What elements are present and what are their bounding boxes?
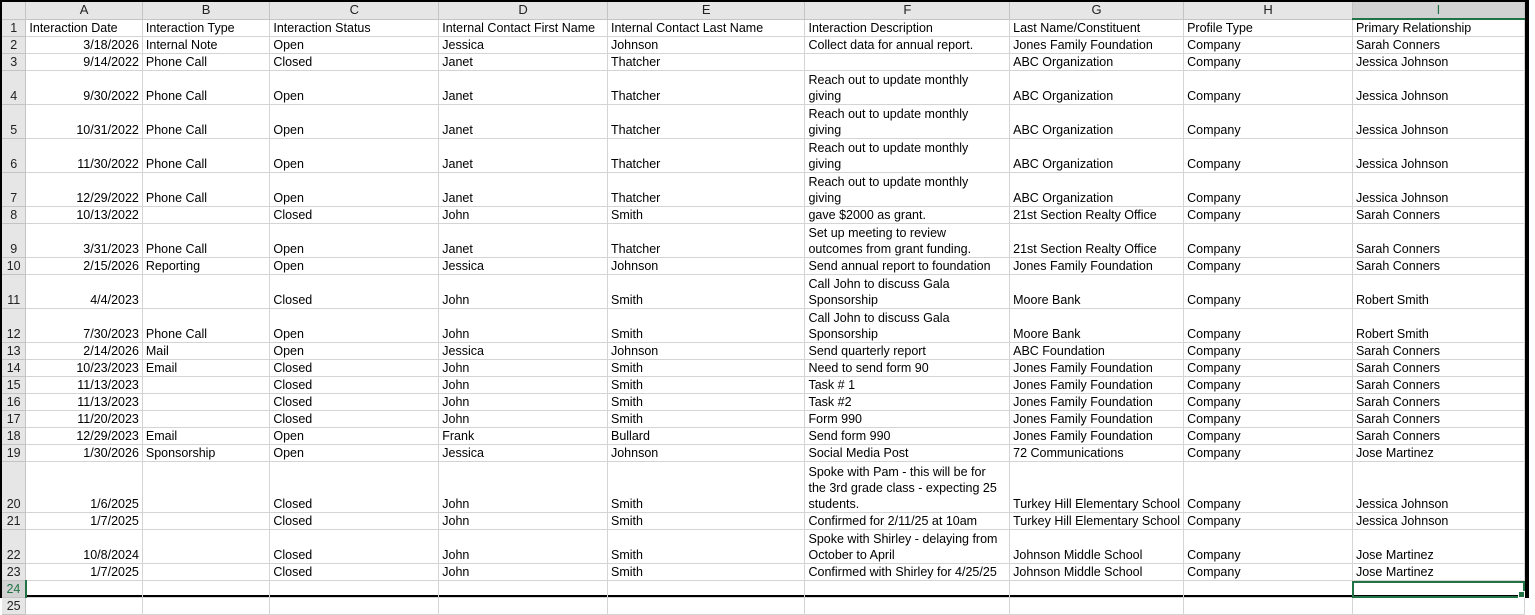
table-cell[interactable]: gave $2000 as grant. — [805, 207, 1010, 224]
table-cell[interactable]: Closed — [270, 462, 439, 513]
table-cell[interactable] — [439, 598, 608, 615]
table-cell[interactable]: Janet — [439, 105, 608, 139]
table-cell[interactable]: Company — [1184, 513, 1353, 530]
table-cell[interactable]: 7/30/2023 — [26, 309, 143, 343]
table-cell[interactable]: Janet — [439, 71, 608, 105]
table-cell[interactable]: Jones Family Foundation — [1010, 360, 1184, 377]
table-cell[interactable]: ABC Organization — [1010, 105, 1184, 139]
table-cell[interactable]: Jessica Johnson — [1352, 513, 1524, 530]
table-cell[interactable]: Janet — [439, 54, 608, 71]
header-cell[interactable]: Interaction Type — [142, 19, 269, 37]
table-row — [2, 360, 1525, 377]
table-cell[interactable]: 11/13/2023 — [26, 394, 143, 411]
table-cell[interactable]: Phone Call — [142, 224, 269, 258]
table-cell[interactable]: Jones Family Foundation — [1010, 411, 1184, 428]
row-header[interactable]: 14 — [2, 360, 26, 377]
table-cell[interactable] — [142, 581, 269, 598]
table-cell[interactable]: Jessica Johnson — [1352, 105, 1524, 139]
table-cell[interactable]: 3/18/2026 — [26, 37, 143, 54]
table-row — [2, 445, 1525, 462]
table-cell[interactable]: John — [439, 309, 608, 343]
table-cell[interactable]: Sarah Conners — [1352, 343, 1524, 360]
table-cell[interactable]: ABC Organization — [1010, 139, 1184, 173]
table-cell[interactable]: Robert Smith — [1352, 309, 1524, 343]
table-cell[interactable]: Reach out to update monthly giving — [805, 139, 1010, 173]
table-cell[interactable]: Email — [142, 360, 269, 377]
table-cell[interactable] — [805, 598, 1010, 615]
table-cell[interactable]: John — [439, 394, 608, 411]
row-header[interactable]: 5 — [2, 105, 26, 139]
table-cell[interactable]: Bullard — [607, 428, 805, 445]
table-cell[interactable]: Company — [1184, 530, 1353, 564]
table-cell[interactable]: John — [439, 462, 608, 513]
table-cell[interactable] — [142, 462, 269, 513]
table-cell[interactable]: Turkey Hill Elementary School — [1010, 513, 1184, 530]
row-header[interactable]: 4 — [2, 71, 26, 105]
table-cell[interactable]: Company — [1184, 173, 1353, 207]
table-cell[interactable]: Company — [1184, 275, 1353, 309]
table-cell[interactable]: Johnson Middle School — [1010, 564, 1184, 581]
row-header[interactable]: 17 — [2, 411, 26, 428]
table-row — [2, 462, 1525, 513]
table-cell[interactable]: Company — [1184, 309, 1353, 343]
table-cell[interactable]: Phone Call — [142, 139, 269, 173]
table-row — [2, 224, 1525, 258]
table-cell[interactable]: Mail — [142, 343, 269, 360]
header-cell[interactable]: Last Name/Constituent — [1010, 19, 1184, 37]
table-cell[interactable]: Send form 990 — [805, 428, 1010, 445]
header-cell[interactable]: Interaction Date — [26, 19, 143, 37]
table-cell[interactable]: Johnson Middle School — [1010, 530, 1184, 564]
table-row — [2, 564, 1525, 581]
table-cell[interactable]: Company — [1184, 462, 1353, 513]
table-cell[interactable]: Open — [270, 258, 439, 275]
table-cell[interactable]: Sarah Conners — [1352, 37, 1524, 54]
table-row — [2, 105, 1525, 139]
header-cell[interactable]: Interaction Status — [270, 19, 439, 37]
table-cell[interactable] — [1010, 598, 1184, 615]
table-cell[interactable]: Company — [1184, 139, 1353, 173]
table-cell[interactable]: Jose Martinez — [1352, 530, 1524, 564]
header-cell[interactable]: Profile Type — [1184, 19, 1353, 37]
table-cell[interactable]: Jones Family Foundation — [1010, 394, 1184, 411]
table-row — [2, 513, 1525, 530]
table-cell[interactable]: Closed — [270, 377, 439, 394]
table-cell[interactable]: Open — [270, 343, 439, 360]
table-cell[interactable]: 21st Section Realty Office — [1010, 224, 1184, 258]
table-cell[interactable]: Smith — [607, 360, 805, 377]
table-cell[interactable]: Company — [1184, 71, 1353, 105]
table-cell[interactable]: Sarah Conners — [1352, 377, 1524, 394]
column-header-c[interactable]: C — [270, 2, 439, 19]
column-header-b[interactable]: B — [142, 2, 269, 19]
table-cell[interactable]: Company — [1184, 360, 1353, 377]
table-cell[interactable]: Smith — [607, 411, 805, 428]
table-cell[interactable]: 11/30/2022 — [26, 139, 143, 173]
table-cell[interactable] — [607, 581, 805, 598]
row-header[interactable]: 9 — [2, 224, 26, 258]
table-cell[interactable]: Spoke with Pam - this will be for the 3rd grade class - expecting 25 students. — [805, 462, 1010, 513]
table-cell[interactable] — [142, 530, 269, 564]
table-cell[interactable]: Call John to discuss Gala Sponsorship — [805, 275, 1010, 309]
table-cell[interactable]: Jones Family Foundation — [1010, 377, 1184, 394]
table-cell[interactable]: 1/7/2025 — [26, 513, 143, 530]
table-row — [2, 207, 1525, 224]
table-cell[interactable] — [270, 581, 439, 598]
column-header-a[interactable]: A — [26, 2, 143, 19]
table-row — [2, 343, 1525, 360]
header-cell[interactable]: Primary Relationship — [1352, 19, 1524, 37]
row-header[interactable]: 24 — [2, 581, 26, 598]
table-cell[interactable]: Jessica — [439, 258, 608, 275]
row-header[interactable]: 15 — [2, 377, 26, 394]
table-cell[interactable]: Company — [1184, 377, 1353, 394]
table-cell[interactable]: Sarah Conners — [1352, 394, 1524, 411]
table-cell[interactable]: Jones Family Foundation — [1010, 428, 1184, 445]
table-cell[interactable]: ABC Foundation — [1010, 343, 1184, 360]
table-cell[interactable]: Company — [1184, 105, 1353, 139]
table-cell[interactable]: 10/31/2022 — [26, 105, 143, 139]
table-cell[interactable]: Company — [1184, 428, 1353, 445]
table-cell[interactable]: Thatcher — [607, 173, 805, 207]
table-cell[interactable]: 9/30/2022 — [26, 71, 143, 105]
table-cell[interactable]: Company — [1184, 394, 1353, 411]
table-cell[interactable]: 1/7/2025 — [26, 564, 143, 581]
table-cell[interactable]: Reporting — [142, 258, 269, 275]
table-cell[interactable]: John — [439, 513, 608, 530]
table-cell[interactable] — [142, 275, 269, 309]
table-cell[interactable]: Jessica Johnson — [1352, 71, 1524, 105]
table-cell[interactable] — [1184, 581, 1353, 598]
table-cell[interactable]: Smith — [607, 309, 805, 343]
table-cell[interactable]: Sarah Conners — [1352, 207, 1524, 224]
table-cell[interactable]: Form 990 — [805, 411, 1010, 428]
table-cell[interactable] — [142, 598, 269, 615]
table-cell[interactable]: Company — [1184, 258, 1353, 275]
table-cell[interactable]: Smith — [607, 462, 805, 513]
header-cell[interactable]: Internal Contact Last Name — [607, 19, 805, 37]
table-cell[interactable]: Open — [270, 71, 439, 105]
table-cell[interactable] — [142, 207, 269, 224]
table-cell[interactable] — [26, 598, 143, 615]
table-cell[interactable]: Confirmed for 2/11/25 at 10am — [805, 513, 1010, 530]
table-cell[interactable] — [805, 581, 1010, 598]
table-cell[interactable] — [805, 54, 1010, 71]
table-cell[interactable]: Jessica — [439, 343, 608, 360]
table-cell[interactable]: 10/13/2022 — [26, 207, 143, 224]
row-header[interactable]: 2 — [2, 37, 26, 54]
table-cell[interactable]: 11/20/2023 — [26, 411, 143, 428]
table-cell[interactable]: Smith — [607, 530, 805, 564]
table-cell[interactable] — [142, 564, 269, 581]
table-cell[interactable]: 10/23/2023 — [26, 360, 143, 377]
table-row — [2, 581, 1525, 598]
table-cell[interactable]: Spoke with Shirley - delaying from October to April — [805, 530, 1010, 564]
table-cell[interactable]: Closed — [270, 530, 439, 564]
table-cell[interactable]: Smith — [607, 207, 805, 224]
table-cell[interactable]: Jose Martinez — [1352, 445, 1524, 462]
table-cell[interactable]: Thatcher — [607, 71, 805, 105]
table-cell[interactable]: Phone Call — [142, 173, 269, 207]
table-row — [2, 275, 1525, 309]
table-cell[interactable]: 21st Section Realty Office — [1010, 207, 1184, 224]
table-cell[interactable]: Company — [1184, 207, 1353, 224]
table-cell[interactable]: Johnson — [607, 343, 805, 360]
table-cell[interactable] — [1352, 581, 1524, 598]
table-cell[interactable] — [142, 411, 269, 428]
row-header[interactable]: 13 — [2, 343, 26, 360]
table-cell[interactable]: Send annual report to foundation — [805, 258, 1010, 275]
table-cell[interactable] — [270, 598, 439, 615]
table-cell[interactable]: 3/31/2023 — [26, 224, 143, 258]
table-cell[interactable]: John — [439, 360, 608, 377]
table-cell[interactable]: Sponsorship — [142, 445, 269, 462]
table-cell[interactable]: 1/30/2026 — [26, 445, 143, 462]
table-cell[interactable]: Call John to discuss Gala Sponsorship — [805, 309, 1010, 343]
table-row — [2, 530, 1525, 564]
table-cell[interactable]: Closed — [270, 54, 439, 71]
table-cell[interactable] — [1010, 581, 1184, 598]
row-header[interactable]: 11 — [2, 275, 26, 309]
table-cell[interactable]: Smith — [607, 275, 805, 309]
table-cell[interactable] — [142, 513, 269, 530]
table-cell[interactable]: Open — [270, 173, 439, 207]
table-cell[interactable]: Open — [270, 224, 439, 258]
table-cell[interactable]: Johnson — [607, 258, 805, 275]
table-cell[interactable]: Reach out to update monthly giving — [805, 71, 1010, 105]
row-header[interactable]: 22 — [2, 530, 26, 564]
select-all-corner[interactable] — [2, 2, 26, 19]
table-cell[interactable]: Robert Smith — [1352, 275, 1524, 309]
table-cell[interactable]: Smith — [607, 377, 805, 394]
table-cell[interactable]: Thatcher — [607, 139, 805, 173]
table-cell[interactable]: 2/14/2026 — [26, 343, 143, 360]
table-cell[interactable]: Closed — [270, 564, 439, 581]
table-row — [2, 411, 1525, 428]
table-cell[interactable]: Closed — [270, 513, 439, 530]
row-header[interactable]: 19 — [2, 445, 26, 462]
table-cell[interactable]: 1/6/2025 — [26, 462, 143, 513]
table-cell[interactable]: 4/4/2023 — [26, 275, 143, 309]
table-cell[interactable]: Jessica Johnson — [1352, 173, 1524, 207]
table-row — [2, 309, 1525, 343]
table-cell[interactable]: Jose Martinez — [1352, 564, 1524, 581]
table-cell[interactable]: Need to send form 90 — [805, 360, 1010, 377]
table-cell[interactable]: Company — [1184, 445, 1353, 462]
table-row — [2, 71, 1525, 105]
table-cell[interactable]: Janet — [439, 173, 608, 207]
table-cell[interactable]: Janet — [439, 139, 608, 173]
table-cell[interactable]: 11/13/2023 — [26, 377, 143, 394]
table-cell[interactable]: 12/29/2022 — [26, 173, 143, 207]
table-cell[interactable] — [26, 581, 143, 598]
table-cell[interactable]: Sarah Conners — [1352, 224, 1524, 258]
table-cell[interactable]: Johnson — [607, 37, 805, 54]
table-cell[interactable]: Johnson — [607, 445, 805, 462]
row-header[interactable]: 3 — [2, 54, 26, 71]
row-header[interactable]: 7 — [2, 173, 26, 207]
table-cell[interactable]: John — [439, 530, 608, 564]
table-cell[interactable]: Sarah Conners — [1352, 360, 1524, 377]
row-header[interactable]: 12 — [2, 309, 26, 343]
table-cell[interactable]: Jessica — [439, 445, 608, 462]
table-row — [2, 598, 1525, 615]
table-cell[interactable]: Company — [1184, 54, 1353, 71]
table-cell[interactable]: Closed — [270, 411, 439, 428]
table-cell[interactable]: Janet — [439, 224, 608, 258]
table-cell[interactable]: Turkey Hill Elementary School — [1010, 462, 1184, 513]
table-cell[interactable]: Smith — [607, 394, 805, 411]
row-header[interactable]: 25 — [2, 598, 26, 615]
table-cell[interactable]: Jones Family Foundation — [1010, 258, 1184, 275]
table-cell[interactable]: Thatcher — [607, 224, 805, 258]
table-cell[interactable]: Task # 1 — [805, 377, 1010, 394]
table-cell[interactable]: Sarah Conners — [1352, 258, 1524, 275]
table-cell[interactable] — [607, 598, 805, 615]
table-cell[interactable]: Phone Call — [142, 105, 269, 139]
table-cell[interactable]: Thatcher — [607, 54, 805, 71]
table-cell[interactable]: Set up meeting to review outcomes from grant funding. — [805, 224, 1010, 258]
table-cell[interactable]: Company — [1184, 37, 1353, 54]
table-row — [2, 173, 1525, 207]
table-cell[interactable] — [1352, 598, 1524, 615]
table-cell[interactable]: 9/14/2022 — [26, 54, 143, 71]
table-cell[interactable]: Closed — [270, 394, 439, 411]
table-cell[interactable]: Open — [270, 37, 439, 54]
table-cell[interactable]: Send quarterly report — [805, 343, 1010, 360]
table-cell[interactable]: Social Media Post — [805, 445, 1010, 462]
table-row — [2, 19, 1525, 37]
table-cell[interactable]: ABC Organization — [1010, 54, 1184, 71]
table-cell[interactable]: Phone Call — [142, 71, 269, 105]
table-cell[interactable]: Phone Call — [142, 309, 269, 343]
column-header-g[interactable]: G — [1010, 2, 1184, 19]
table-cell[interactable]: Company — [1184, 224, 1353, 258]
table-cell[interactable]: Internal Note — [142, 37, 269, 54]
table-cell[interactable] — [1184, 598, 1353, 615]
column-header-i[interactable]: I — [1352, 2, 1524, 19]
table-cell[interactable]: Frank — [439, 428, 608, 445]
table-cell[interactable]: Thatcher — [607, 105, 805, 139]
table-cell[interactable]: John — [439, 207, 608, 224]
table-cell[interactable]: Reach out to update monthly giving — [805, 173, 1010, 207]
table-cell[interactable]: Closed — [270, 275, 439, 309]
table-cell[interactable]: Open — [270, 309, 439, 343]
table-cell[interactable]: Confirmed with Shirley for 4/25/25 — [805, 564, 1010, 581]
table-cell[interactable] — [142, 377, 269, 394]
table-cell[interactable]: Jessica Johnson — [1352, 54, 1524, 71]
table-cell[interactable]: Open — [270, 428, 439, 445]
table-cell[interactable]: Jones Family Foundation — [1010, 37, 1184, 54]
table-cell[interactable]: Moore Bank — [1010, 275, 1184, 309]
table-cell[interactable]: Open — [270, 105, 439, 139]
column-header-d[interactable]: D — [439, 2, 608, 19]
table-cell[interactable]: Smith — [607, 513, 805, 530]
table-cell[interactable]: Company — [1184, 411, 1353, 428]
table-cell[interactable]: Company — [1184, 564, 1353, 581]
table-cell[interactable]: Reach out to update monthly giving — [805, 105, 1010, 139]
table-row — [2, 54, 1525, 71]
column-header-h[interactable]: H — [1184, 2, 1353, 19]
table-cell[interactable]: Closed — [270, 207, 439, 224]
column-header-f[interactable]: F — [805, 2, 1010, 19]
column-header-row — [2, 2, 1525, 19]
row-header[interactable]: 20 — [2, 462, 26, 513]
header-cell[interactable]: Interaction Description — [805, 19, 1010, 37]
row-header[interactable]: 1 — [2, 19, 26, 37]
spreadsheet-grid — [2, 2, 1525, 615]
table-cell[interactable]: Sarah Conners — [1352, 411, 1524, 428]
table-cell[interactable]: Open — [270, 139, 439, 173]
row-header[interactable]: 6 — [2, 139, 26, 173]
table-row — [2, 428, 1525, 445]
table-row — [2, 37, 1525, 54]
table-cell[interactable]: 12/29/2023 — [26, 428, 143, 445]
table-row — [2, 258, 1525, 275]
table-cell[interactable]: Moore Bank — [1010, 309, 1184, 343]
row-header[interactable]: 21 — [2, 513, 26, 530]
table-cell[interactable]: ABC Organization — [1010, 71, 1184, 105]
table-cell[interactable]: Jessica Johnson — [1352, 139, 1524, 173]
row-header[interactable]: 10 — [2, 258, 26, 275]
table-row — [2, 139, 1525, 173]
table-cell[interactable]: Collect data for annual report. — [805, 37, 1010, 54]
table-cell[interactable]: Closed — [270, 360, 439, 377]
table-cell[interactable] — [439, 581, 608, 598]
table-cell[interactable]: Jessica — [439, 37, 608, 54]
column-header-e[interactable]: E — [607, 2, 805, 19]
table-cell[interactable]: Email — [142, 428, 269, 445]
table-cell[interactable]: Jessica Johnson — [1352, 462, 1524, 513]
row-header[interactable]: 18 — [2, 428, 26, 445]
table-cell[interactable]: Company — [1184, 343, 1353, 360]
table-cell[interactable]: John — [439, 377, 608, 394]
table-cell[interactable]: Phone Call — [142, 54, 269, 71]
table-cell[interactable]: Task #2 — [805, 394, 1010, 411]
row-header[interactable]: 8 — [2, 207, 26, 224]
table-row — [2, 394, 1525, 411]
header-cell[interactable]: Internal Contact First Name — [439, 19, 608, 37]
table-cell[interactable]: ABC Organization — [1010, 173, 1184, 207]
row-header[interactable]: 23 — [2, 564, 26, 581]
table-cell[interactable]: John — [439, 275, 608, 309]
table-cell[interactable]: 72 Communications — [1010, 445, 1184, 462]
table-row — [2, 377, 1525, 394]
table-cell[interactable]: Smith — [607, 564, 805, 581]
table-cell[interactable]: 10/8/2024 — [26, 530, 143, 564]
table-cell[interactable]: Open — [270, 445, 439, 462]
table-cell[interactable]: John — [439, 564, 608, 581]
table-cell[interactable]: John — [439, 411, 608, 428]
table-cell[interactable] — [142, 394, 269, 411]
table-cell[interactable]: 2/15/2026 — [26, 258, 143, 275]
row-header[interactable]: 16 — [2, 394, 26, 411]
table-cell[interactable]: Sarah Conners — [1352, 428, 1524, 445]
